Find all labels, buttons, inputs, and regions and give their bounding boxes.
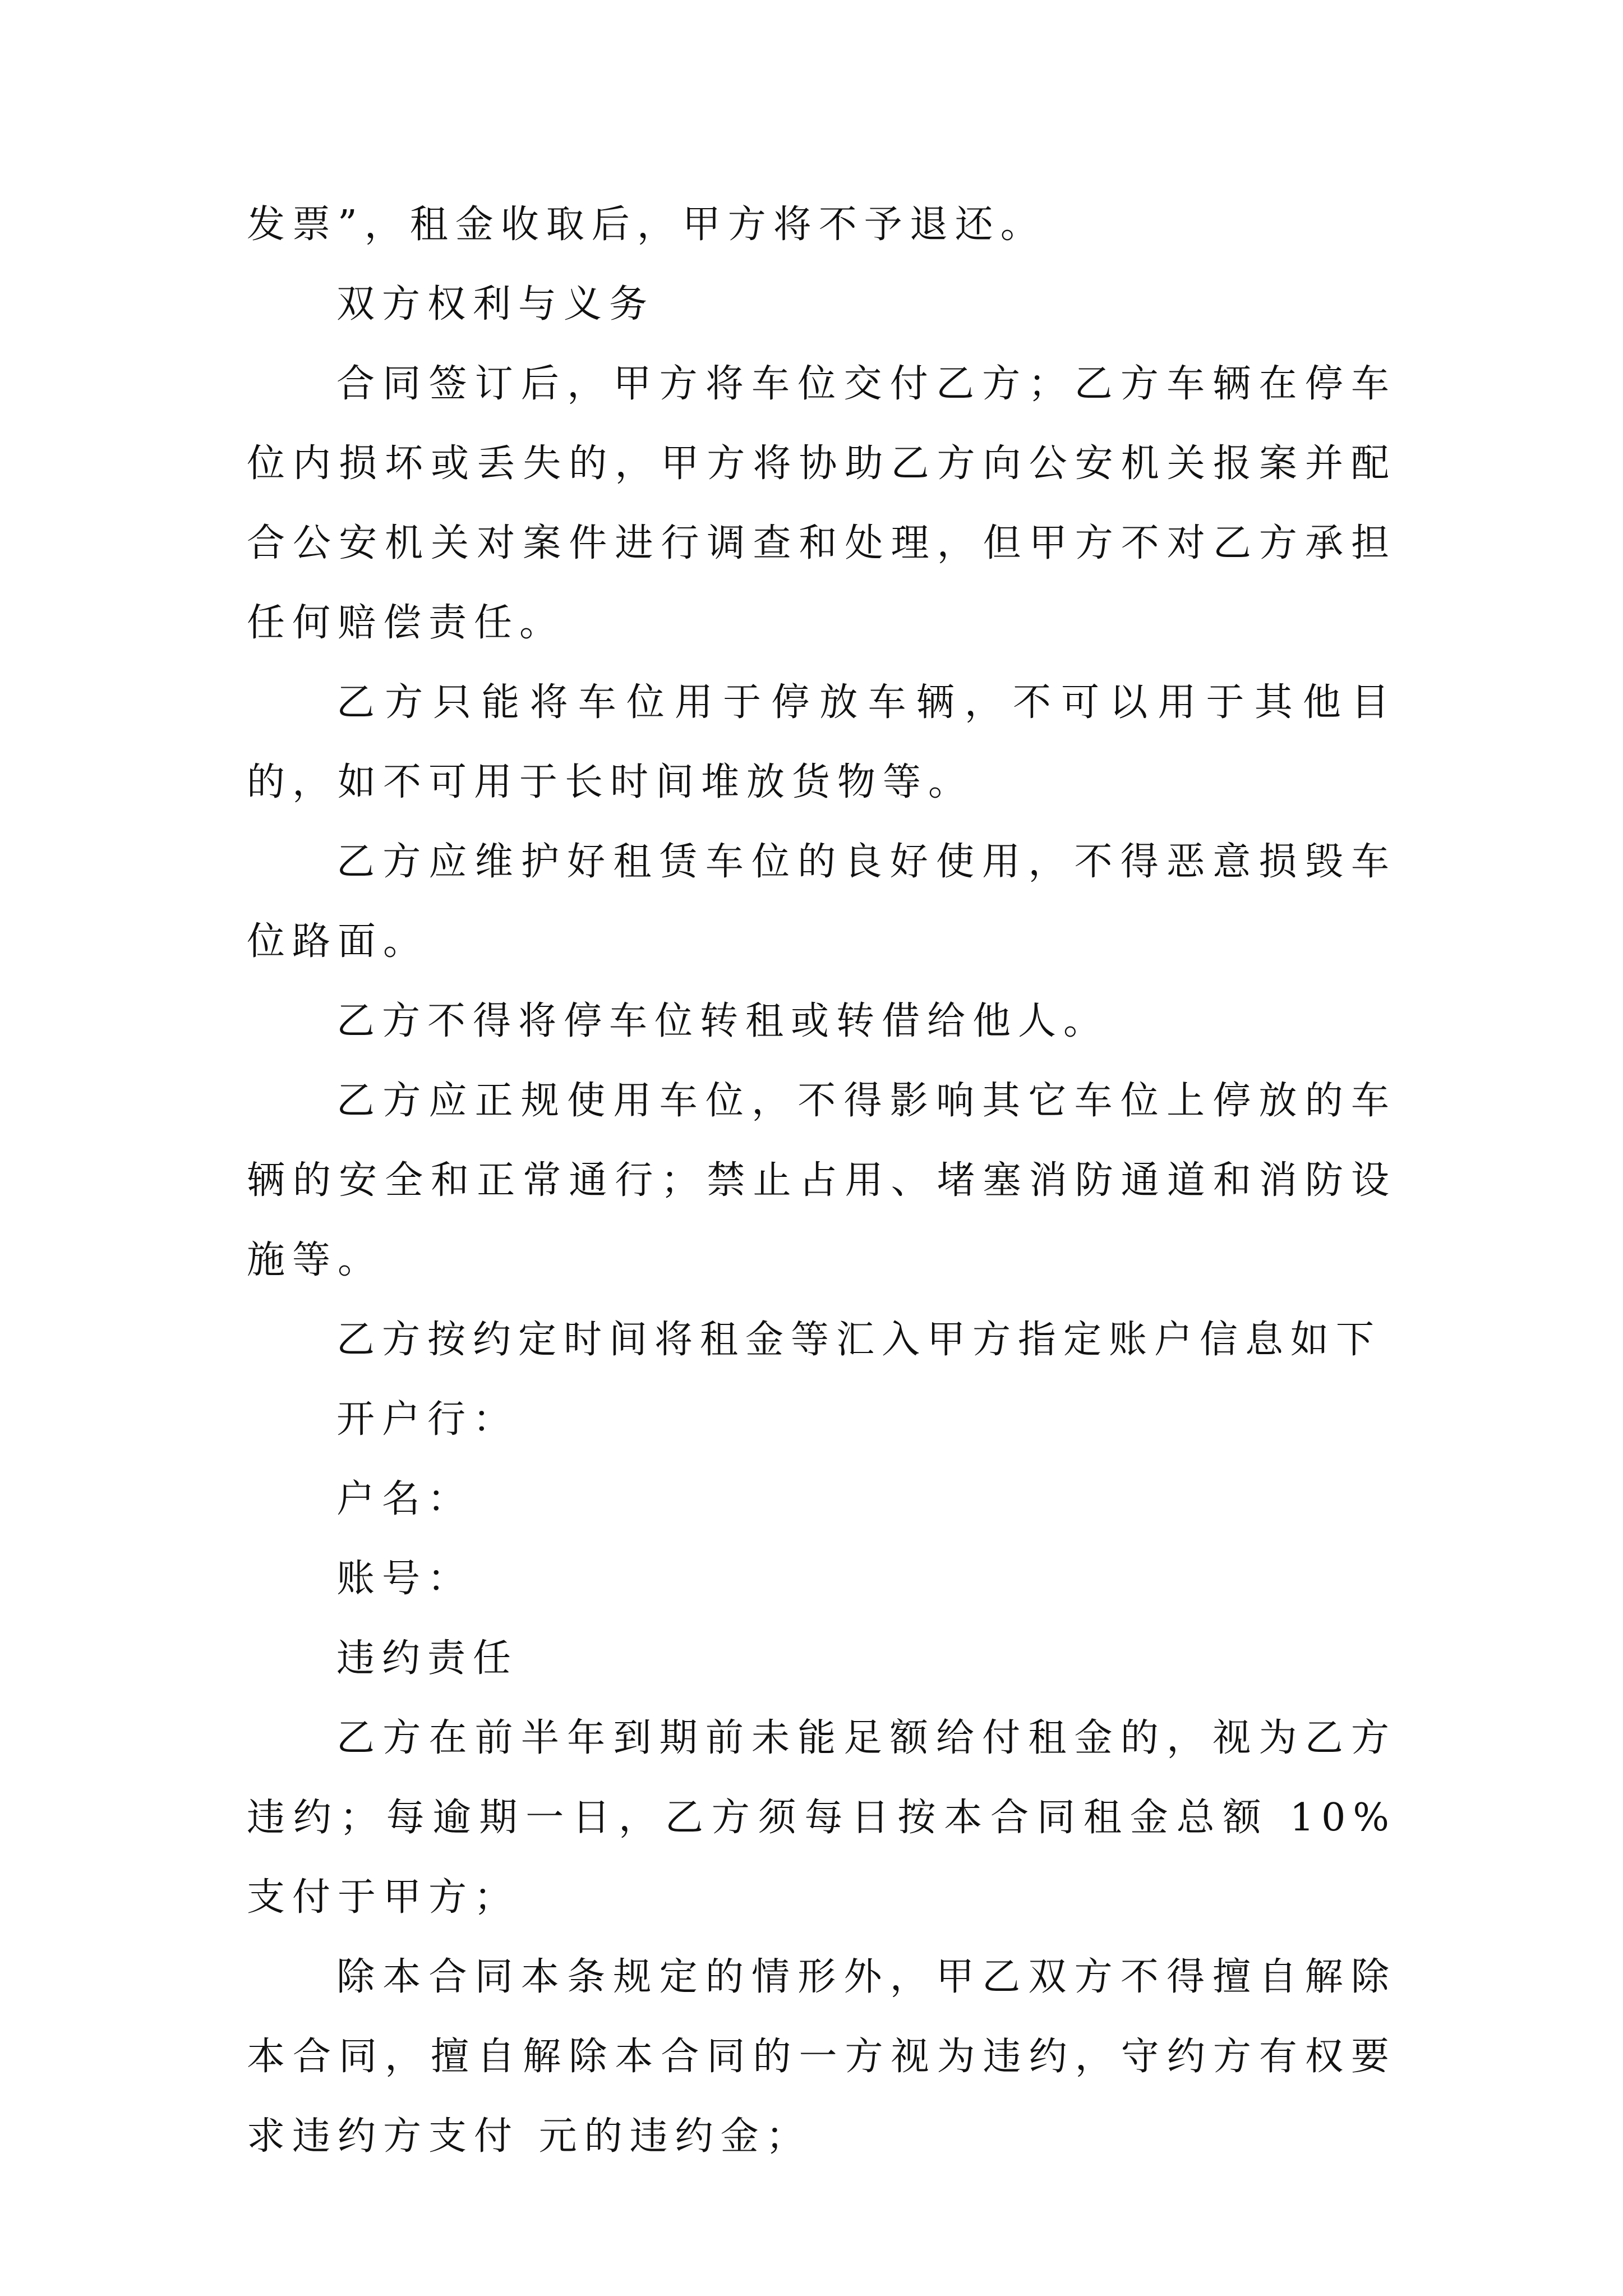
paragraph-proper-use: 乙方应正规使用车位，不得影响其它车位上停放的车辆的安全和正常通行；禁止占用、堵塞消防通道和消防设施等。 — [247, 1079, 1396, 1282]
paragraph-payment-account: 乙方按约定时间将租金等汇入甲方指定账户信息如下 — [336, 1318, 1382, 1362]
paragraph-parking-usage: 乙方只能将车位用于停放车辆，不可以用于其他目的，如不可用于长时间堆放货物等。 — [247, 680, 1396, 804]
field-account-name-label: 户名： — [336, 1477, 473, 1521]
paragraph-invoice-refund: 发票”，租金收取后，甲方将不予退还。 — [247, 203, 1046, 247]
field-bank-label: 开户行： — [336, 1397, 519, 1442]
section-heading-rights-obligations: 双方权利与义务 — [336, 282, 655, 326]
paragraph-no-sublease: 乙方不得将停车位转租或转借给他人。 — [336, 999, 1109, 1043]
paragraph-maintenance: 乙方应维护好租赁车位的良好使用，不得恶意损毁车位路面。 — [247, 840, 1396, 964]
field-account-number-label: 账号： — [336, 1557, 473, 1601]
paragraph-late-payment: 乙方在前半年到期前未能足额给付租金的，视为乙方违约；每逾期一日，乙方须每日按本合同租金总额 10%支付于甲方； — [247, 1716, 1396, 1920]
document-body — [247, 185, 1396, 2177]
paragraph-termination-penalty: 除本合同本条规定的情形外，甲乙双方不得擅自解除本合同，擅自解除本合同的一方视为违约，守约方有权要求违约方支付 元的违约金； — [247, 1955, 1396, 2159]
paragraph-parking-delivery: 合同签订后，甲方将车位交付乙方；乙方车辆在停车位内损坏或丢失的，甲方将协助乙方向公安机关报案并配合公安机关对案件进行调查和处理，但甲方不对乙方承担任何赔偿责任。 — [247, 362, 1396, 645]
section-heading-breach: 违约责任 — [336, 1636, 519, 1681]
